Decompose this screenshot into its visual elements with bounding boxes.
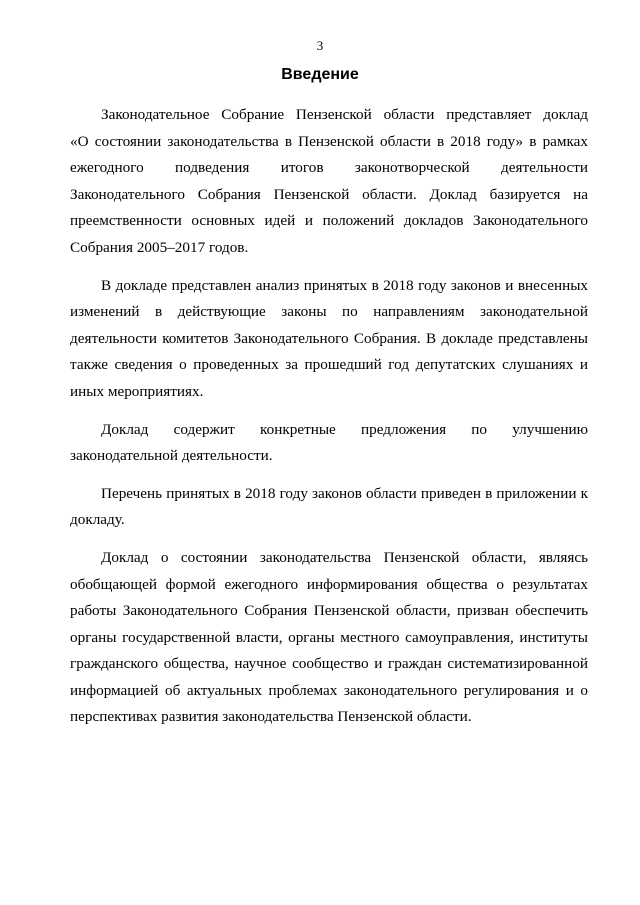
text-line: ежегодного подведения итогов законотворческой деятельности <box>70 159 588 177</box>
text-line: деятельности комитетов Законодательного Собрания. В докладе представлены <box>70 329 588 347</box>
text-line: Перечень принятых в 2018 году законов области приведен в приложении к <box>101 484 588 502</box>
text-line: Доклад о состоянии законодательства Пензенской области, являясь <box>101 548 588 566</box>
paragraph <box>70 102 588 262</box>
text-line: гражданского общества, научное сообщество и граждан систематизированной <box>70 655 588 673</box>
text-line: «О состоянии законодательства в Пензенской области в 2018 году» в рамках <box>70 132 588 150</box>
page-number: 3 <box>316 38 324 53</box>
text-line: информацией об актуальных проблемах законодательного регулирования и о <box>70 681 588 699</box>
text-line: Собрания 2005–2017 годов. <box>70 238 249 256</box>
paragraph <box>70 273 588 406</box>
text-line: докладу. <box>70 511 125 529</box>
text-line: изменений в действующие законы по направлениям законодательной <box>70 303 588 321</box>
text-line: преемственности основных идей и положений докладов Законодательного <box>70 212 588 230</box>
text-line: Законодательного Собрания Пензенской области. Доклад базируется на <box>70 185 588 203</box>
paragraph <box>70 545 588 731</box>
text-line: иных мероприятиях. <box>70 382 204 400</box>
text-line: перспективах развития законодательства Пензенской области. <box>70 708 472 726</box>
text-line: законодательной деятельности. <box>70 447 273 465</box>
text-line: Доклад содержит конкретные предложения по улучшению <box>101 420 588 438</box>
text-line: Законодательное Собрание Пензенской области представляет доклад <box>101 106 588 123</box>
paragraph <box>70 417 588 470</box>
text-line: органы государственной власти, органы местного самоуправления, институты <box>70 628 588 646</box>
text-line: В докладе представлен анализ принятых в 2018 году законов и внесенных <box>101 276 588 294</box>
paragraph <box>70 481 588 534</box>
page-title: Введение <box>281 66 359 83</box>
text-line: обобщающей формой ежегодного информирования общества о результатах <box>70 575 588 593</box>
text-line: также сведения о проведенных за прошедший год депутатских слушаниях и <box>70 356 588 374</box>
text-line: работы Законодательного Собрания Пензенской области, призван обеспечить <box>70 602 588 620</box>
document-body <box>70 102 588 742</box>
